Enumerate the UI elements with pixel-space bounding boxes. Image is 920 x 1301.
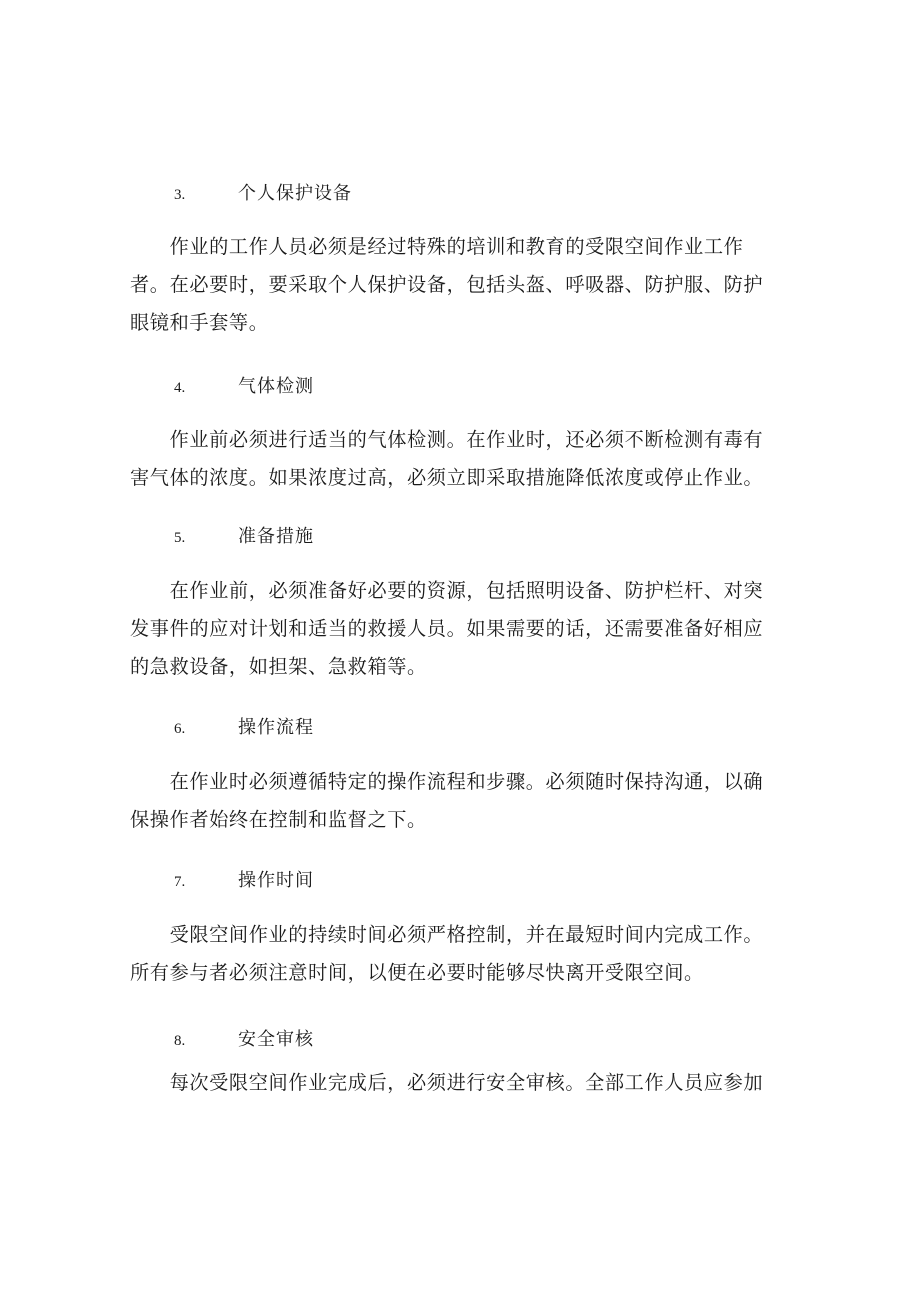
section-paragraph-5: [130, 572, 780, 686]
section-number: 5.: [174, 530, 186, 546]
section-heading-4: [174, 372, 314, 402]
section-paragraph-7: [130, 916, 780, 992]
section-number: 8.: [174, 1033, 186, 1049]
section-title: 准备措施: [238, 526, 314, 547]
section-number: 4.: [174, 380, 186, 396]
paragraph-line: 发事件的应对计划和适当的救援人员。如果需要的话，还需要准备好相应: [130, 617, 764, 640]
paragraph-line: 者。在必要时，要采取个人保护设备，包括头盔、呼吸器、防护服、防护: [130, 273, 764, 296]
paragraph-line: 作业前必须进行适当的气体检测。在作业时，还必须不断检测有毒有: [130, 428, 764, 451]
section-heading-3: [174, 179, 352, 209]
paragraph-line: 每次受限空间作业完成后，必须进行安全审核。全部工作人员应参加: [130, 1071, 764, 1094]
section-heading-8: [174, 1025, 314, 1055]
section-heading-7: [174, 866, 314, 896]
paragraph-line: 受限空间作业的持续时间必须严格控制，并在最短时间内完成工作。: [130, 923, 764, 946]
paragraph-line: 作业的工作人员必须是经过特殊的培训和教育的受限空间作业工作: [130, 235, 744, 258]
paragraph-line: 在作业前，必须准备好必要的资源，包括照明设备、防护栏杆、对突: [130, 579, 764, 602]
section-number: 3.: [174, 187, 186, 203]
section-title: 安全审核: [238, 1029, 314, 1050]
paragraph-line: 保操作者始终在控制和监督之下。: [130, 808, 427, 831]
section-number: 7.: [174, 874, 186, 890]
paragraph-line: 在作业时必须遵循特定的操作流程和步骤。必须随时保持沟通，以确: [130, 770, 764, 793]
paragraph-line: 眼镜和手套等。: [130, 311, 269, 334]
section-paragraph-6: [130, 763, 780, 839]
paragraph-line: 所有参与者必须注意时间，以便在必要时能够尽快离开受限空间。: [130, 961, 704, 984]
section-paragraph-3: [130, 228, 780, 342]
section-title: 操作流程: [238, 717, 314, 738]
paragraph-line: 的急救设备，如担架、急救箱等。: [130, 655, 427, 678]
paragraph-line: 害气体的浓度。如果浓度过高，必须立即采取措施降低浓度或停止作业。: [130, 466, 764, 489]
section-title: 个人保护设备: [238, 183, 352, 204]
section-paragraph-8: [130, 1064, 780, 1102]
section-title: 气体检测: [238, 376, 314, 397]
section-paragraph-4: [130, 421, 780, 497]
section-heading-6: [174, 713, 314, 743]
section-title: 操作时间: [238, 870, 314, 891]
section-heading-5: [174, 522, 314, 552]
section-number: 6.: [174, 721, 186, 737]
